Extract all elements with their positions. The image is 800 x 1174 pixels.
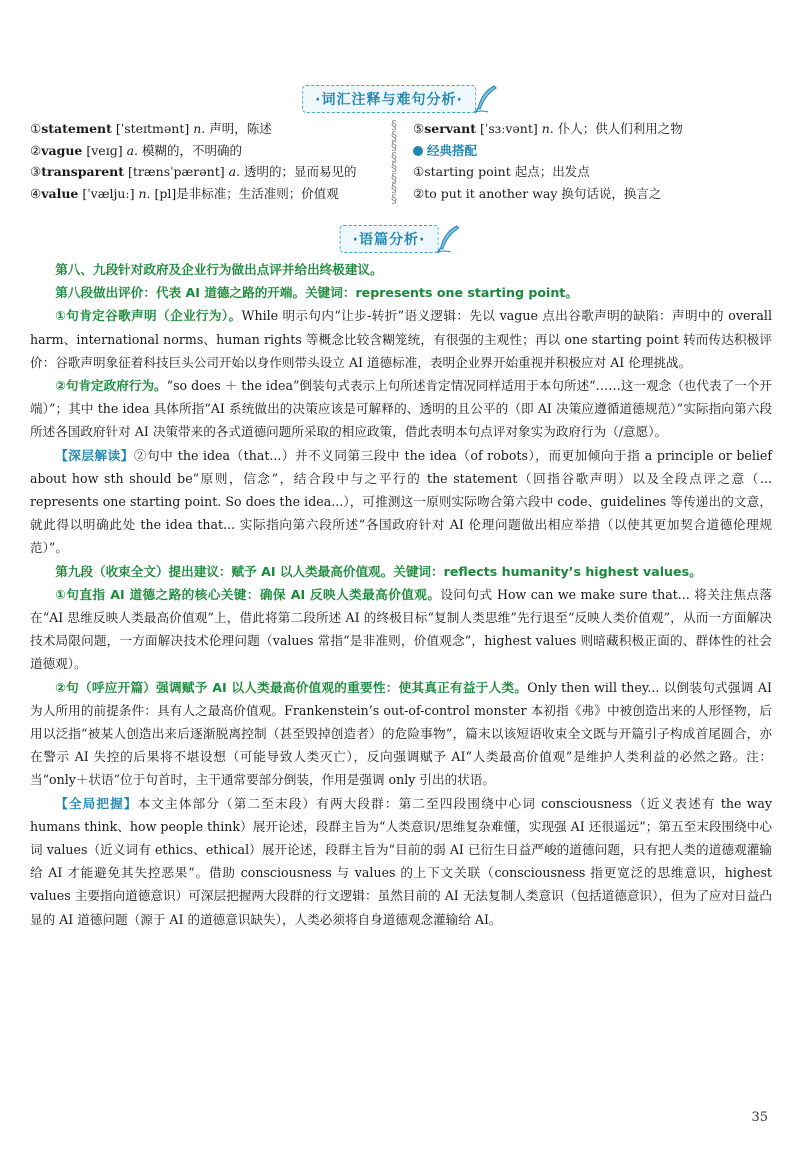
vocab-right-column	[413, 118, 773, 204]
vocab-entry: ④value [ˈvæljuː] n. [pl]是非标准；生活准则；价值观	[30, 185, 339, 201]
vocab-left-column	[30, 118, 380, 204]
deep-reading-paragraph: 【深层解读】②句中 the idea（that...）并不义同第三段中 the idea（of robots），而更加倾向于指 a principle or belief about how sth should be“原则，信念”，结合段中与之平行的 the statement（回指谷歌声明）以及全段点评之意（... represents one starting point. So does the idea...），可推测这一原则实际吻合第六段中 code、guidelines 等传递出的文意，就此得以明确此处 the idea that... 实际指向第六段所述“各国政府针对 AI 伦理问题做出相应举措（以使其更加契合道德伦理规范）”。	[30, 447, 773, 556]
collocation-item: ②to put it another way 换句话说，换言之	[413, 185, 662, 201]
vocab-entry: ①statement [ˈsteɪtmənt] n. 声明，陈述	[30, 121, 272, 136]
vocab-section-banner	[302, 84, 498, 114]
feather-pen-icon	[434, 224, 460, 254]
vocab-entry: ③transparent [trænsˈpærənt] a. 透明的；显而易见的	[30, 164, 357, 179]
column-divider: § § § § § § § §	[391, 118, 397, 206]
discourse-section-banner	[340, 224, 461, 254]
page-number: 35	[751, 1110, 768, 1125]
feather-pen-icon	[472, 84, 498, 114]
vocab-entry: ②vague [veɪɡ] a. 模糊的，不明确的	[30, 142, 242, 158]
discourse-section-title: ·语篇分析·	[340, 225, 439, 253]
analysis-paragraph: ②句（呼应开篇）强调赋予 AI 以人类最高价值观的重要性：使其真正有益于人类。Only then will they... 以倒装句式强调 AI 为人所用的前提条件：具有人之最高价值观。Frankenstein’s out-of-control monster 本初指《弗》中被创造出来的人形怪物，后用以泛指“被某人创造出来后逐渐脱离控制（甚至毁掉创造者）的危险事物”，篇末以该短语收束全文既与开篇引子构成首尾圆合，亦在警示 AI 失控的后果将不堪设想（可能导致人类灭亡），反向强调赋予 AI“人类最高价值观”是维护人类利益的必然之路。注：当“only＋状语”位于句首时，主干通常要部分倒装，作用是强调 only 引出的状语。	[30, 679, 772, 788]
overall-grasp-paragraph: 【全局把握】本文主体部分（第二至末段）有两大段群：第二至四段围绕中心词 consciousness（近义表述有 the way humans think、how people think）展开论述，段群主旨为“人类意识/思维复杂难懂，实现强 AI 还很遥远”；第五至末段围绕中心词 values（近义词有 ethics、ethical）展开论述，段群主旨为“目前的弱 AI 已衍生日益严峻的道德问题，只有把人类的道德观灌输给 AI 才能避免其失控恶果”。借助 consciousness 与 values 的上下文关联（consciousness 指更宽泛的思维意识，highest values 主要指向道德意识）可深层把握两大段群的行文逻辑：虽然目前的 AI 无法复制人类意识（包括道德意识），但为了应对日益凸显的 AI 道德问题（源于 AI 的道德意识缺失），人类必须将自身道德观念灌输给 AI。	[30, 795, 772, 927]
vocab-section-title: ·词汇注释与难句分析·	[302, 85, 476, 113]
paragraph-summary: 第八、九段针对政府及企业行为做出点评并给出终极建议。	[55, 262, 383, 277]
paragraph-heading: 第八段做出评价：代表 AI 道德之路的开端。关键词：represents one starting point。	[55, 285, 578, 301]
vocab-entry: ⑤servant [ˈsɜːvənt] n. 仆人；供人们利用之物	[413, 121, 683, 136]
analysis-paragraph: ①句肯定谷歌声明（企业行为）。While 明示句内“让步-转折”语义逻辑：先以 vague 点出谷歌声明的缺陷：声明中的 overall harm、international norms、human rights 等概念比较含糊笼统，有很强的主观性；再以 one starting point 转而传达积极评价：谷歌声明象征着科技巨头公司开始以身作则带头设立 AI 道德标准，表明企业界开始重视并积极应对 AI 伦理挑战。	[30, 308, 772, 370]
vocab-annotations	[30, 118, 770, 204]
analysis-paragraph: ①句直指 AI 道德之路的核心关键：确保 AI 反映人类最高价值观。设问句式 How can we make sure that... 将关注焦点落在“AI 思维反映人类最高价值观”上，借此将第二段所述 AI 的终极目标“复制人类思维”先行退至“反映人类价值观”，从而一方面解决技术局限问题，一方面解决技术伦理问题（values 常指“是非准则，价值观念”，highest values 则暗藏积极正面的、群体性的社会道德观）。	[30, 586, 772, 672]
paragraph-heading: 第九段（收束全文）提出建议：赋予 AI 以人类最高价值观。关键词：reflects humanity’s highest values。	[55, 563, 702, 579]
analysis-paragraph: ②句肯定政府行为。“so does ＋ the idea”倒装句式表示上句所述肯定情况同样适用于本句所述“……这一观念（也代表了一个开端）”；其中 the idea 具体所指“AI 系统做出的决策应该是可解释的、透明的且公平的（即 AI 决策应遵循道德规范）”实际指向第六段所述各国政府针对 AI 决策带来的各式道德问题所采取的相应政策，借此表明本句点评对象实为政府行为（/意愿）。	[30, 378, 772, 440]
bullet-icon	[413, 146, 423, 156]
collocation-heading: 经典搭配	[413, 140, 773, 162]
discourse-analysis	[30, 258, 772, 931]
collocation-item: ①starting point 起点；出发点	[413, 164, 590, 179]
